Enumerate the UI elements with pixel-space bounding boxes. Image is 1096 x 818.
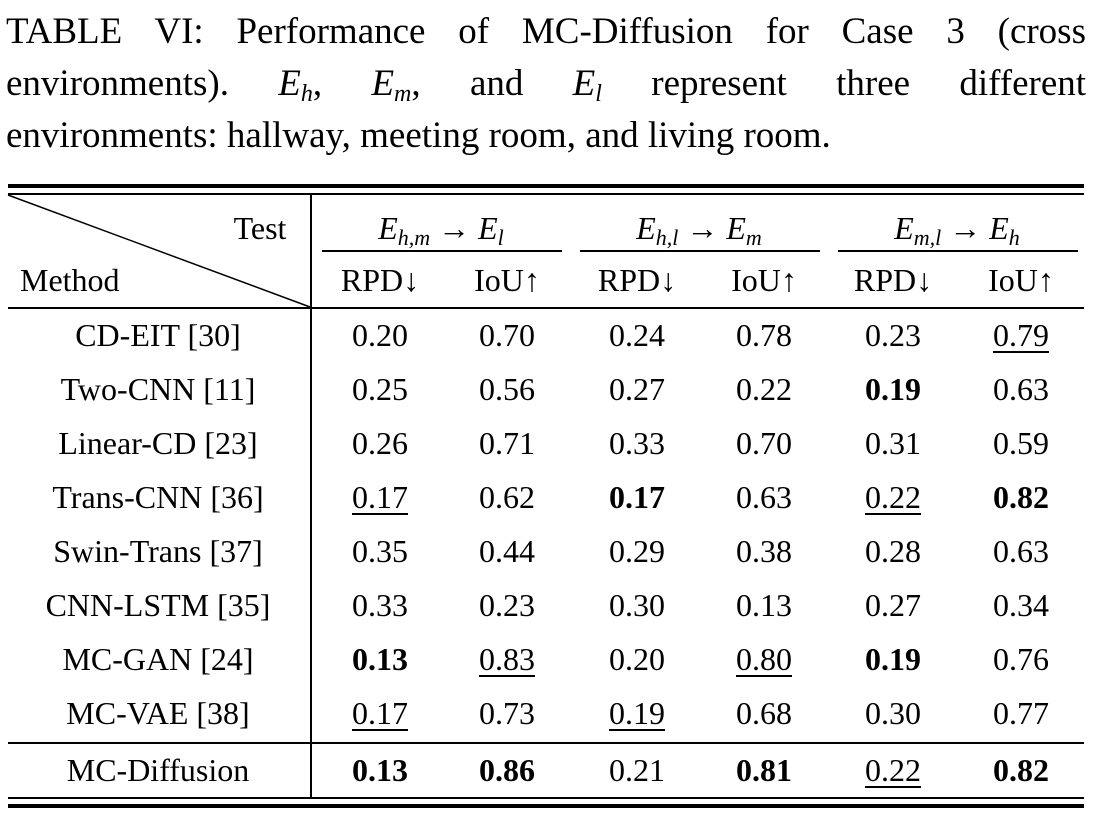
table-row-value: 0.27: [865, 587, 921, 623]
table-row-value: 0.34: [993, 587, 1049, 623]
table-row-value: 0.80: [736, 641, 792, 677]
table-row-value: 0.19: [865, 371, 921, 407]
table-row-value: 0.68: [736, 695, 792, 731]
group-header-2: $E_{h,l} \to E_m$: [636, 210, 762, 250]
final-row-value: 0.21: [609, 752, 665, 788]
table-row-value: 0.17: [609, 479, 665, 515]
table-row-value: 0.24: [609, 317, 665, 353]
table-row-value: 0.35: [352, 533, 408, 569]
table-row-value: 0.23: [865, 317, 921, 353]
table-row-method: MC-GAN [24]: [62, 641, 254, 677]
table-row-value: 0.31: [865, 425, 921, 461]
table-row-value: 0.29: [609, 533, 665, 569]
table-row-value: 0.30: [609, 587, 665, 623]
table-row-value: 0.22: [736, 371, 792, 407]
metric-header: IoU↑: [731, 262, 797, 298]
metric-header: RPD↓: [853, 262, 933, 298]
table-row-value: 0.73: [479, 695, 535, 731]
table-row-value: 0.77: [993, 695, 1049, 731]
table-row-method: Swin-Trans [37]: [53, 533, 263, 569]
table-row-value: 0.33: [609, 425, 665, 461]
table-row-value: 0.25: [352, 371, 408, 407]
table-row-value: 0.83: [479, 641, 535, 677]
table-row-value: 0.78: [736, 317, 792, 353]
group-underline-1: [322, 250, 562, 252]
table-row-value: 0.13: [736, 587, 792, 623]
table-row-value: 0.27: [609, 371, 665, 407]
table-row-value: 0.33: [352, 587, 408, 623]
table-row-method: CD-EIT [30]: [75, 317, 241, 353]
table-row-value: 0.19: [609, 695, 665, 731]
table-row-value: 0.76: [993, 641, 1049, 677]
table-row-value: 0.59: [993, 425, 1049, 461]
table-row-value: 0.44: [479, 533, 535, 569]
final-row-value: 0.81: [736, 752, 792, 788]
table-row-value: 0.19: [865, 641, 921, 677]
header-method: Method: [20, 262, 120, 298]
table-row-value: 0.20: [609, 641, 665, 677]
metric-header: RPD↓: [340, 262, 420, 298]
table-row-method: MC-VAE [38]: [66, 695, 250, 731]
table-row-value: 0.13: [352, 641, 408, 677]
caption-line-3: environments: hallway, meeting room, and living room.: [6, 115, 831, 156]
table-row-value: 0.62: [479, 479, 535, 515]
table-row-method: Two-CNN [11]: [60, 371, 256, 407]
table-row-value: 0.26: [352, 425, 408, 461]
table-row-value: 0.23: [479, 587, 535, 623]
group-header-3: $E_{m,l} \to E_h$: [894, 210, 1020, 250]
group-underline-3: [838, 250, 1078, 252]
table-row-value: 0.71: [479, 425, 535, 461]
header-test: Test: [233, 210, 287, 246]
table-row-value: 0.38: [736, 533, 792, 569]
caption-line-1: TABLE VI: Performance of MC-Diffusion for Case 3 (cross: [6, 11, 1086, 52]
final-row-value: 0.13: [352, 752, 408, 788]
table-row-value: 0.20: [352, 317, 408, 353]
table-row-value: 0.22: [865, 479, 921, 515]
table-row-value: 0.63: [736, 479, 792, 515]
metric-header: IoU↑: [988, 262, 1054, 298]
final-row-value: 0.22: [865, 752, 921, 788]
metric-header: RPD↓: [597, 262, 677, 298]
table-row-method: Trans-CNN [36]: [52, 479, 264, 515]
table-row-value: 0.63: [993, 371, 1049, 407]
table-row-method: Linear-CD [23]: [58, 425, 258, 461]
table-row-value: 0.63: [993, 533, 1049, 569]
metric-header: IoU↑: [474, 262, 540, 298]
table-row-value: 0.70: [736, 425, 792, 461]
group-underline-2: [580, 250, 820, 252]
table-row-value: 0.79: [993, 317, 1049, 353]
table-row-value: 0.28: [865, 533, 921, 569]
table-row-value: 0.17: [352, 479, 408, 515]
table-row-value: 0.17: [352, 695, 408, 731]
table-row-value: 0.70: [479, 317, 535, 353]
table-row-value: 0.30: [865, 695, 921, 731]
final-row-value: 0.86: [479, 752, 535, 788]
group-header-1: $E_{h,m} \to E_l$: [378, 210, 504, 250]
table-row-value: 0.82: [993, 479, 1049, 515]
table-row-value: 0.56: [479, 371, 535, 407]
table-row-method: CNN-LSTM [35]: [45, 587, 271, 623]
final-row-value: 0.82: [993, 752, 1049, 788]
final-row-method: MC-Diffusion: [66, 752, 250, 788]
caption-line-2: environments). $E_h$, $E_m$, and $E_l$ represent three different: [6, 63, 1087, 107]
